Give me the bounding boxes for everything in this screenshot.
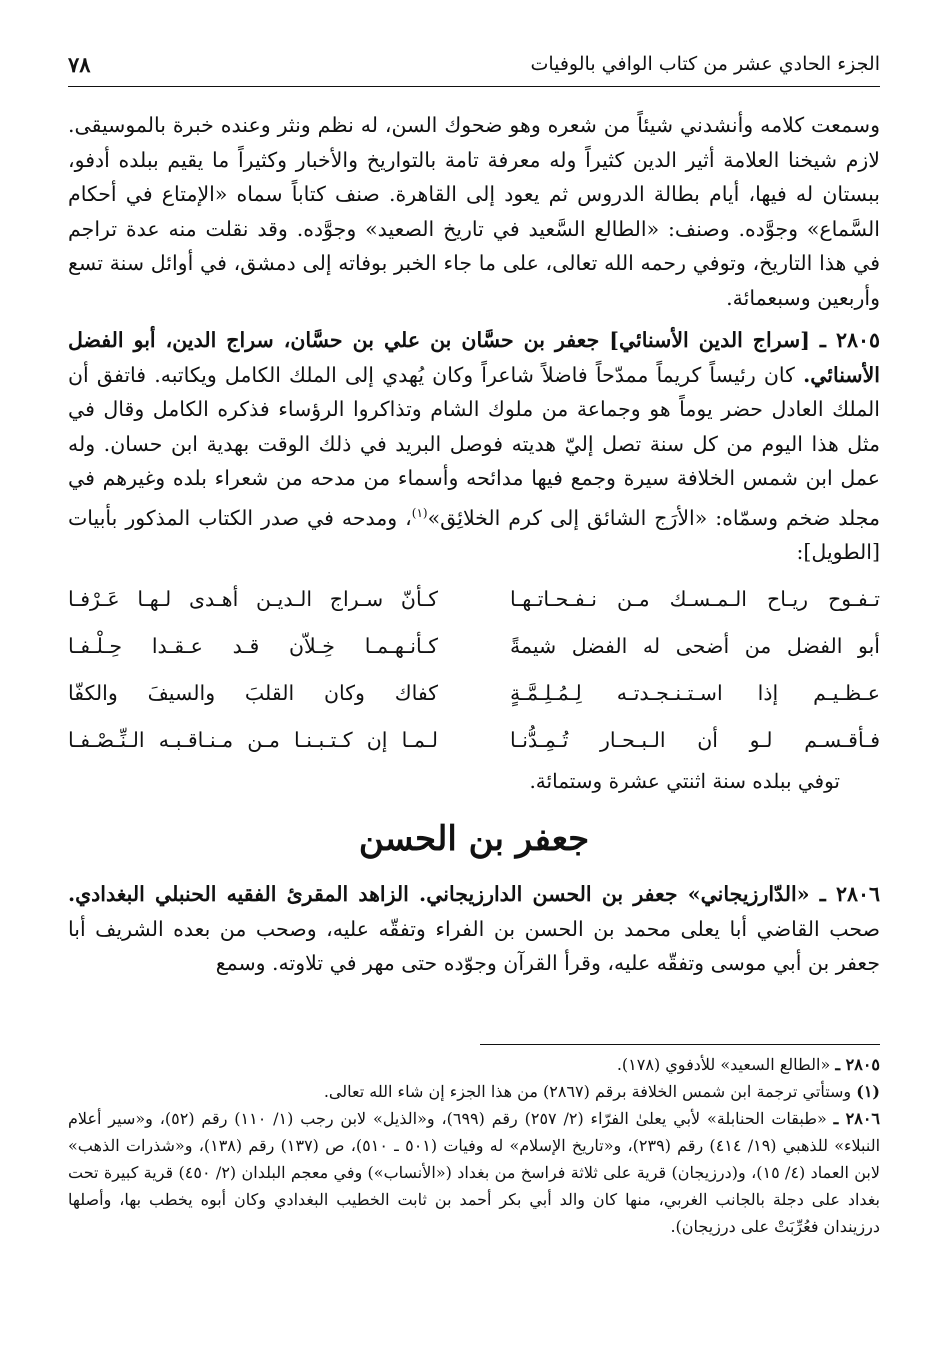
main-text (68, 108, 880, 981)
verse-first-hemistich: فـأقـسـم لـو أن الـبـحـار تُـمِـدُّنـا (510, 727, 880, 752)
footnote-ref: (١) (856, 1082, 880, 1101)
footnote-text: «الطالع السعيد» للأدفوي (١٧٨). (616, 1055, 831, 1074)
verse-line (68, 575, 880, 622)
verse-line (68, 622, 880, 669)
verse-second-hemistich: كفاك وكان القلبَ والسيفَ والكفّا (68, 680, 438, 705)
entry-2805 (68, 323, 880, 569)
footnotes (68, 1044, 880, 1240)
footnote-marker: (١) (411, 505, 428, 520)
verse-first-hemistich: تـفـوح ريـاح الـمـسـك مـن نـفـحـاتـهـا (510, 586, 880, 611)
death-line: توفي ببلده سنة اثنتي عشرة وستمائة. (529, 769, 840, 794)
entry-2805-text-after: ، ومدحه في صدر الكتاب المذكور بأبيات [الطويل]: (68, 505, 880, 564)
intro-paragraph: وسمعت كلامه وأنشدني شيئاً من شعره وهو ضحوك السن، له نظم ونثر وعنده خبرة بالموسيقى. لازم شيخنا العلامة أثير الدين كثيراً وله معرفة تامة بالتواريخ والأخبار وكثيراً ما يقيم ببلده أدفو، ببستان له فيها، أيام بطالة الدروس ثم يعود إلى القاهرة. صنف كتاباً سماه «الإمتاع في أحكام السَّماع» وجوَّده. وصنف: «الطالع السَّعيد في تاريخ الصعيد» وجوَّده. وقد نقلت منه عدة تراجم في هذا التاريخ، وتوفي رحمه الله تعالى، على ما جاء الخبر بوفاته إلى دمشق، في أوائل سنة تسع وأربعين وسبعمائة. (68, 113, 880, 310)
entry-2806-text: صحب القاضي أبا يعلى محمد بن الحسن بن الفراء وتفقّه عليه، وصحب من بعده الشريف أبا جعفر بن أبي موسى وتفقّه عليه، وقرأ القرآن وجوّده حتى مهر في تلاوته. وسمع (68, 916, 880, 976)
entry-2805-heading: ٢٨٠٥ ـ [سراج الدين الأسنائي] جعفر بن حسَّان بن علي بن حسَّان، سراج الدين، أبو الفضل الأسنائي. (68, 328, 880, 387)
footnote (68, 1078, 880, 1105)
page-header (68, 42, 880, 87)
footnote-ref: ٢٨٠٦ ـ (833, 1109, 880, 1128)
footnote-text: وستأتي ترجمة ابن شمس الخلافة برقم (٢٨٦٧) من هذا الجزء إن شاء الله تعالى. (323, 1082, 852, 1101)
section-title: جعفر بن الحسن (358, 819, 590, 860)
page-number: ٧٨ (68, 51, 91, 77)
verse-first-hemistich: عـظـيـم إذا اسـتـنـجـدتـه لِـمُـلِـمَّـةٍ (510, 680, 880, 705)
entry-2805-text: كان رئيساً كريماً ممدّحاً فاضلاً شاعراً وكان يُهدي إلى الملك الكامل ويكاتبه. فاتفق أن الملك العادل حضر يوماً هو وجماعة من ملوك الشام وتذاكروا الرؤساء فذكره الكامل وقال في مثل هذا اليوم من كل سنة تصل إليّ هديته فوصل البريد في ذلك الوقت بهدية ابن حسان. وله عمل ابن شمس الخلافة سيرة وجمع فيها مدائحه وأسماء من مدحه من شعراء بلده وغيرهم في مجلد ضخم وسمّاه: «الأرَج الشائق إلى كرم الخلائِق» (68, 362, 880, 530)
verse-line (68, 716, 880, 763)
verse-line (68, 669, 880, 716)
footnote-text: «طبقات الحنابلة» لأبي يعلىٰ الفرّاء (٢/ ٢٥٧) رقم (٦٩٩)، و«الذيل» لابن رجب (١/ ١١٠) رقم (٥٢)، و«سير أعلام النبلاء» للذهبي (١٩/ ٤١٤) رقم (٢٣٩)، و«تاريخ الإسلام» له وفيات (٥٠١ ـ ٥١٠)، ص (١٣٧) رقم (١٣٨)، و«شذرات الذهب» لابن العماد (٤/ ١٥)، و(درزيجان) قرية على ثلاثة فراسخ من بغداد («الأنساب») وفي معجم البلدان (٢/ ٤٥٠) قرية كبيرة تحت بغداد على دجلة بالجانب الغربي، منها كان والد أبي بكر أحمد بن ثابت الخطيب البغدادي وكان أبوه يخطب بها، وأصلها درزيندان فعُرِّبَتْ على درزيجان). (68, 1109, 881, 1236)
running-title: الجزء الحادي عشر من كتاب الوافي بالوفيات (530, 53, 880, 75)
footnote (68, 1105, 880, 1240)
footnote-ref: ٢٨٠٥ ـ (835, 1055, 880, 1074)
entry-2806 (68, 877, 880, 981)
verse-second-hemistich: لـمـا إن كـتـبـنـا مـن مـنـاقـبـه الـنِّـصْـفـا (68, 727, 438, 752)
entry-2806-heading: ٢٨٠٦ ـ «الدّارزيجاني» جعفر بن الحسن الدارزيجاني. الزاهد المقرئ الفقيه الحنبلي البغدادي. (68, 882, 880, 907)
verse-second-hemistich: كـأنـهـمـا خِـلاّن قـد عـقـدا حِـلْـفـا (68, 633, 438, 658)
footnote-divider (480, 1044, 880, 1045)
verse-first-hemistich: أبو الفضل من أضحى له الفضل شيمةً (510, 633, 880, 658)
poem (68, 575, 880, 763)
verse-second-hemistich: كـأنّ سـراج الـديـن أهـدى لـهـا عَـرْفـا (68, 586, 438, 611)
footnote (68, 1051, 880, 1078)
